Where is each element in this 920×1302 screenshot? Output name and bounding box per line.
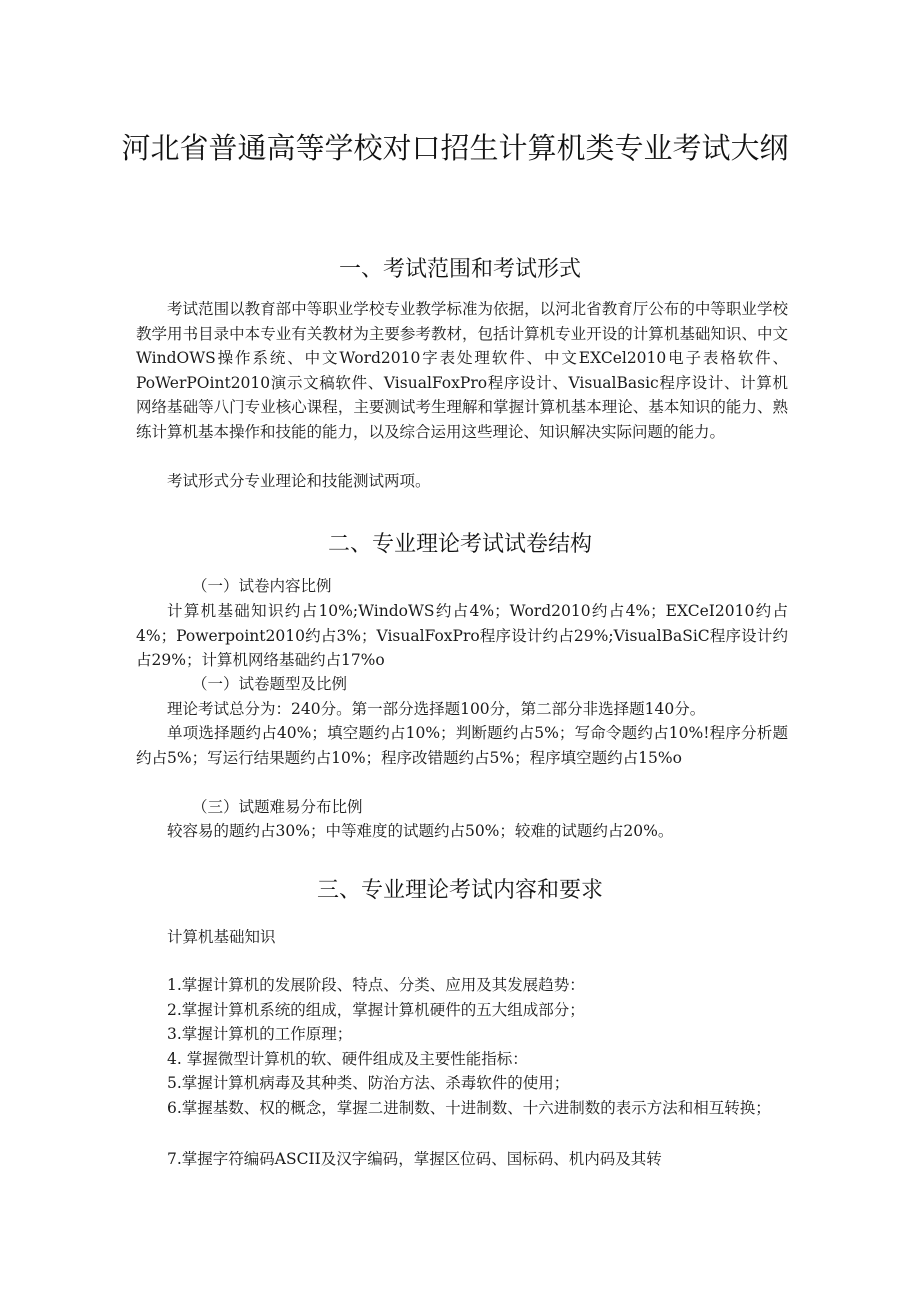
list-item: 3.掌握计算机的工作原理；: [167, 1025, 353, 1043]
section-1-heading: 一、考试范围和考试形式: [338, 257, 581, 282]
section-1-paragraph-format: 考试形式分专业理论和技能测试两项。: [167, 472, 431, 490]
list-item: 5.掌握计算机病毒及其种类、防治方法、杀毒软件的使用；: [167, 1074, 570, 1092]
section-2-paragraph-total-score: 理论考试总分为：240分。第一部分选择题100分，第二部分非选择题140分。: [167, 700, 706, 718]
list-item: 2.掌握计算机系统的组成，掌握计算机硬件的五大组成部分；: [167, 1001, 585, 1019]
section-2-paragraph-difficulty: 较容易的题约占30%；中等难度的试题约占50%；较难的试题约占20%。: [167, 822, 674, 840]
section-1-paragraph-scope: 考试范围以教育部中等职业学校专业教学标准为依据，以河北省教育厅公布的中等职业学校教学用书目录中本专业有关教材为主要参考教材，包括计算机专业开设的计算机基础知识、中文WindOWS操作系统、中文Word2010字表处理软件、中文EXCel2010电子表格软件、PoWerPOint2010演示文稿软件、VisualFoxPro程序设计、VisualBasic程序设计、计算机网络基础等八门专业核心课程，主要测试考生理解和掌握计算机基本理论、基本知识的能力、熟练计算机基本操作和技能的能力，以及综合运用这些理论、知识解决实际问题的能力。: [136, 300, 788, 441]
list-item: 6.掌握基数、权的概念，掌握二进制数、十进制数、十六进制数的表示方法和相互转换；: [167, 1099, 771, 1117]
section-3-subject-title: 计算机基础知识: [167, 928, 276, 946]
section-2-paragraph-question-ratio: 单项选择题约占40%；填空题约占10%；判断题约占5%；写命令题约占10%!程序分析题约占5%；写运行结果题约占10%；程序改错题约占5%；程序填空题约占15%o: [136, 724, 788, 767]
list-item: 1.掌握计算机的发展阶段、特点、分类、应用及其发展趋势：: [167, 976, 585, 994]
section-3-heading: 三、专业理论考试内容和要求: [316, 878, 603, 903]
list-item: 7.掌握字符编码ASCII及汉字编码，掌握区位码、国标码、机内码及其转: [167, 1150, 662, 1168]
section-2-subheading-question-types: （一）试卷题型及比例: [192, 675, 348, 693]
list-item: 4. 掌握微型计算机的软、硬件组成及主要性能指标：: [167, 1050, 528, 1068]
section-2-subheading-difficulty: （三）试题难易分布比例: [192, 798, 363, 816]
document-title: 河北省普通高等学校对口招生计算机类专业考试大纲: [121, 131, 789, 165]
section-2-subheading-content-ratio: （一）试卷内容比例: [192, 577, 332, 595]
section-2-paragraph-content-ratio: 计算机基础知识约占10%;WindoWS约占4%；Word2010约占4%；EXCeI2010约占4%；Powerpoint2010约占3%；VisualFoxPro程序设计约占29%;VisualBaSiC程序设计约占29%；计算机网络基础约占17%o: [136, 602, 788, 670]
section-2-heading: 二、专业理论考试试卷结构: [327, 532, 592, 557]
